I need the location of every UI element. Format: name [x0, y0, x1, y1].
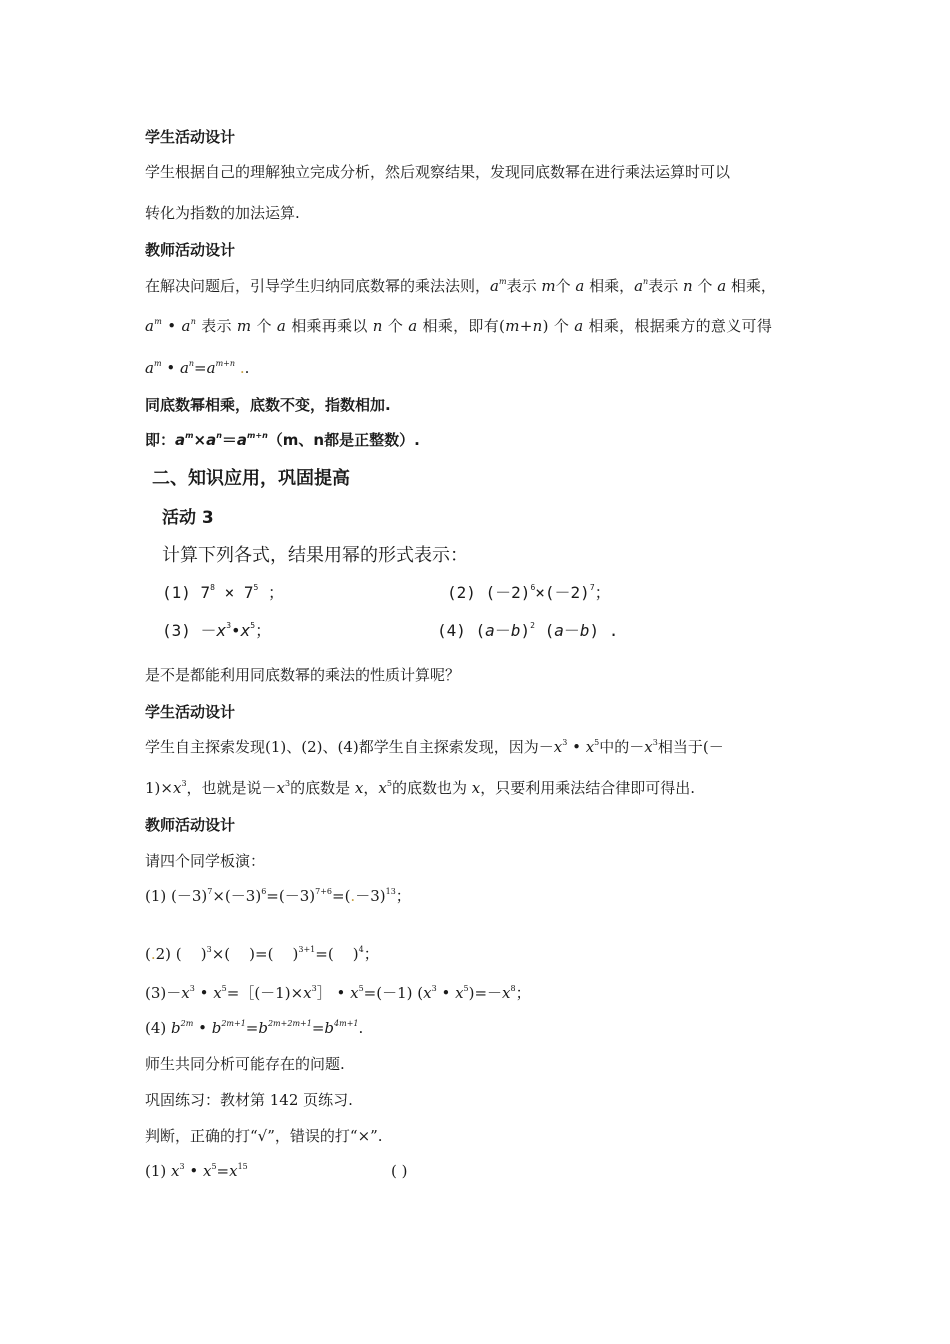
paragraph-student-1-line-2: 转化为指数的加法运算.	[145, 204, 300, 222]
activity-3-title: 活动 3	[162, 508, 214, 528]
discussion-text: 师生共同分析可能存在的问题.	[145, 1055, 345, 1073]
question-text: 是不是都能利用同底数幂的乘法的性质计算呢？	[145, 666, 461, 684]
formula-am-an: $a^m$ • $a^n=a^{m+n}$ ..	[145, 359, 250, 377]
judge-instruction: 判断，正确的打“√”，错误的打“×”.	[145, 1127, 383, 1145]
heading-student-activity-2: 学生活动设计	[145, 703, 236, 721]
judge-item-1-answer-box[interactable]: ( )	[391, 1162, 408, 1180]
section-2-title: 二、知识应用，巩固提高	[152, 468, 350, 489]
exercise-2: (2) $(-2)^6\times(-2)^7$；	[447, 583, 611, 602]
board-item-1: (1) $(-3)^7\times(-3)^6=(-3)^{7+6}=(.-3)^{13}$；	[145, 887, 411, 905]
exercise-4: (4) $(a-b)^2$ (a－b) .	[437, 621, 619, 640]
paragraph-student-2-line-2: $1)\times x^3$，也就是说$-x^3$的底数是 x，$x^5$的底数也为 x，只要利用乘法结合律即可得出.	[145, 779, 695, 797]
heading-teacher-activity-2: 教师活动设计	[145, 816, 236, 834]
paragraph-student-1-line-1: 学生根据自己的理解独立完成分析，然后观察结果，发现同底数幂在进行乘法运算时可以	[145, 163, 731, 181]
practice-text: 巩固练习：教材第 142 页练习.	[145, 1091, 353, 1109]
board-item-4: (4) $b^{2m}$ • $b^{2m+1}=b^{2m+2m+1}=b^{4m+1}$.	[145, 1019, 364, 1037]
activity-3-instruction: 计算下列各式，结果用幂的形式表示：	[162, 545, 468, 566]
paragraph-teacher-1-line-1: 在解决问题后，引导学生归纳同底数幂的乘法法则，$a^m$表示 m个 a 相乘，$a^n$表示 n 个 a 相乘，	[145, 277, 776, 295]
heading-teacher-activity-1: 教师活动设计	[145, 241, 236, 259]
paragraph-teacher-1-line-2: $a^m$ • $a^n$ 表示 m 个 a 相乘再乘以 n 个 a 相乘，即有(m+n) 个 a 相乘，根据乘方的意义可得	[145, 317, 773, 335]
judge-item-1: (1) $x^3$ • $x^5=x^{15}$	[145, 1162, 248, 1180]
board-item-3: $(3)-x^3$ • $x^5=[(-1)\times x^3]$ • $x^5=(-1)$ ($x^3$ • $x^5)=-x^8$；	[145, 984, 531, 1002]
board-item-2: (.2) ( )$^3$×( )=( )$^{3+1}$=( )$^4$；	[145, 945, 379, 963]
exercise-1: (1) $7^8 \times 7^5$ ；	[162, 583, 284, 602]
exercise-3: $(3) -x^3•x^5$；	[162, 621, 272, 640]
heading-student-activity-1: 学生活动设计	[145, 128, 236, 146]
rule-formula: 即：$a^m\times a^n=a^{m+n}(m$、n都是正整数）.	[145, 431, 420, 449]
board-intro: 请四个同学板演：	[145, 852, 266, 870]
rule-statement: 同底数幂相乘，底数不变，指数相加.	[145, 396, 391, 414]
paragraph-student-2-line-1: 学生自主探索发现(1)、(2)、(4)都学生自主探索发现，因为$-x^3$ • $x^5$中的$-x^3$相当于(－	[145, 738, 724, 756]
